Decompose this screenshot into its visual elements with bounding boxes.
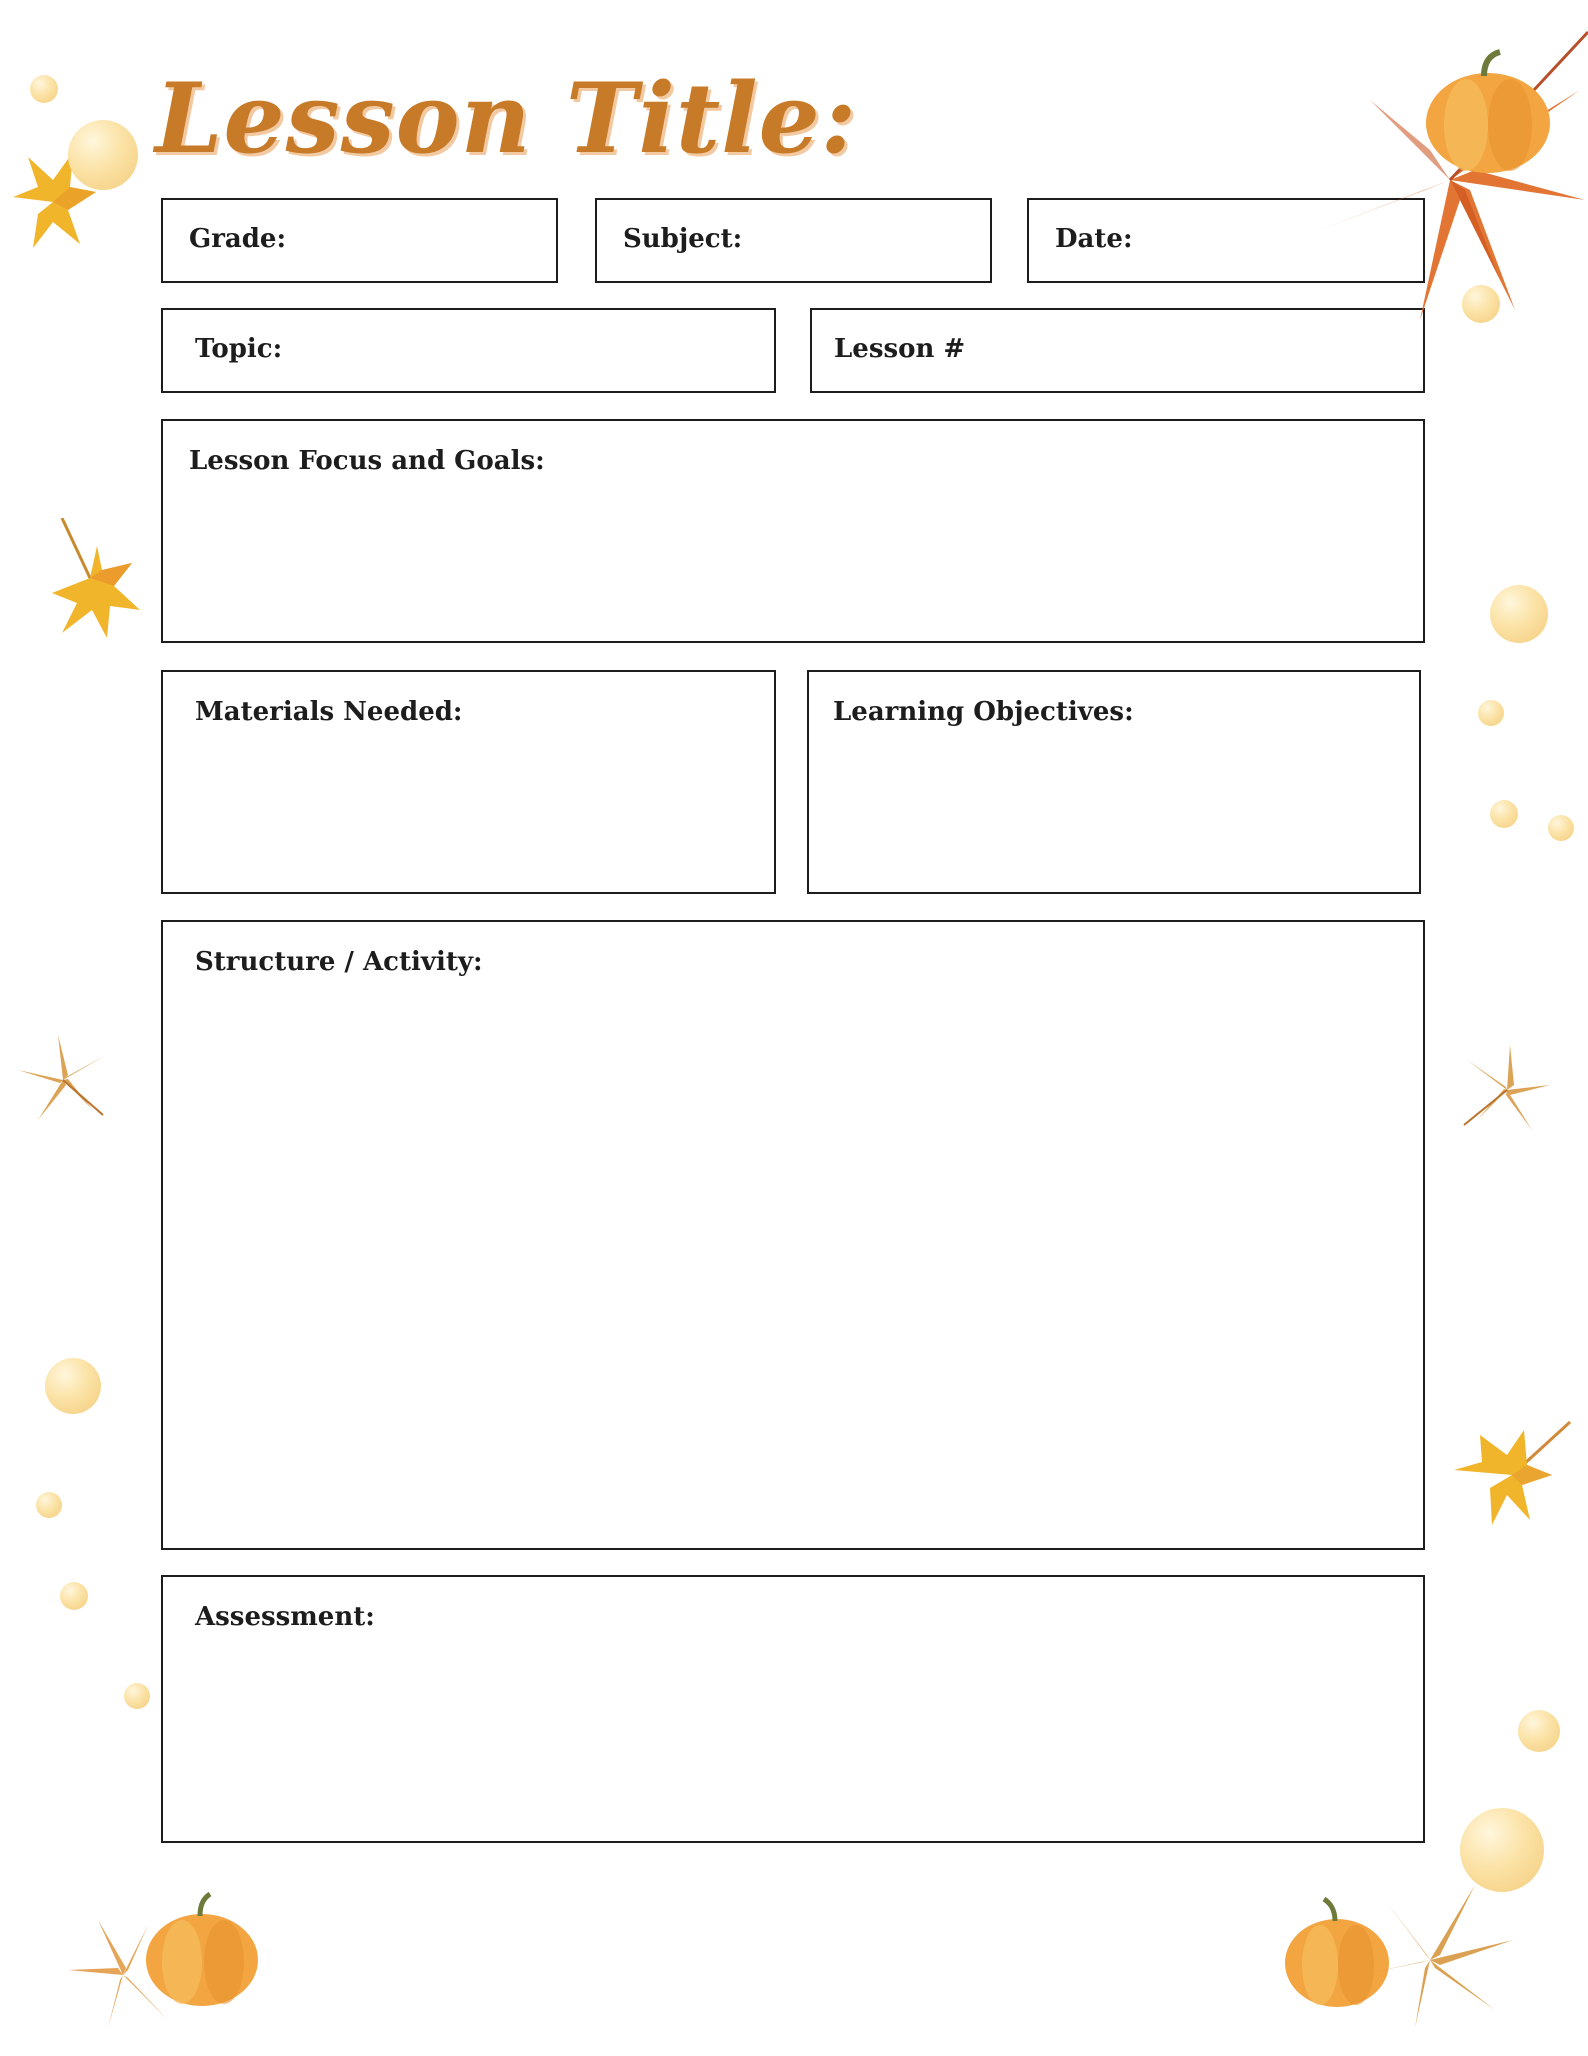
decorative-dot [1478,700,1504,726]
maple-leaf-icon [68,1920,178,2030]
lesson-number-field[interactable] [810,308,1425,393]
objectives-field[interactable] [807,670,1421,894]
subject-label: Subject: [623,224,743,254]
pumpkin-icon [140,1890,265,2010]
pumpkin-icon [1280,1895,1395,2010]
structure-label: Structure / Activity: [195,947,483,977]
decorative-dot [1518,1710,1560,1752]
focus-goals-label: Lesson Focus and Goals: [189,446,545,476]
grade-field[interactable] [161,198,558,283]
maple-leaf-icon [1462,1045,1552,1135]
decorative-dot [1460,1808,1544,1892]
objectives-label: Learning Objectives: [833,697,1134,727]
pumpkin-icon [1418,48,1558,178]
assessment-field[interactable] [161,1575,1425,1843]
topic-label: Topic: [195,334,283,364]
decorative-dot [36,1492,62,1518]
decorative-dot [1548,815,1574,841]
maple-leaf-icon [1452,1420,1572,1530]
maple-leaf-icon [1300,30,1588,330]
focus-goals-field[interactable] [161,419,1425,643]
date-label: Date: [1055,224,1133,254]
grade-label: Grade: [189,224,287,254]
decorative-dot [45,1358,101,1414]
decorative-dot [1490,800,1518,828]
maple-leaf-icon [18,1035,108,1125]
lesson-number-label: Lesson # [834,334,966,364]
decorative-dot [124,1683,150,1709]
date-field[interactable] [1027,198,1425,283]
maple-leaf-icon [42,518,142,638]
decorative-dot [68,120,138,190]
decorative-dot [1462,285,1500,323]
structure-field[interactable] [161,920,1425,1550]
topic-field[interactable] [161,308,776,393]
materials-field[interactable] [161,670,776,894]
decorative-dot [30,75,58,103]
maple-leaf-icon [1355,1880,1515,2030]
decorative-dot [1490,585,1548,643]
assessment-label: Assessment: [195,1602,375,1632]
page-title: Lesson Title: [155,62,858,175]
decorative-dot [60,1582,88,1610]
subject-field[interactable] [595,198,992,283]
materials-label: Materials Needed: [195,697,463,727]
